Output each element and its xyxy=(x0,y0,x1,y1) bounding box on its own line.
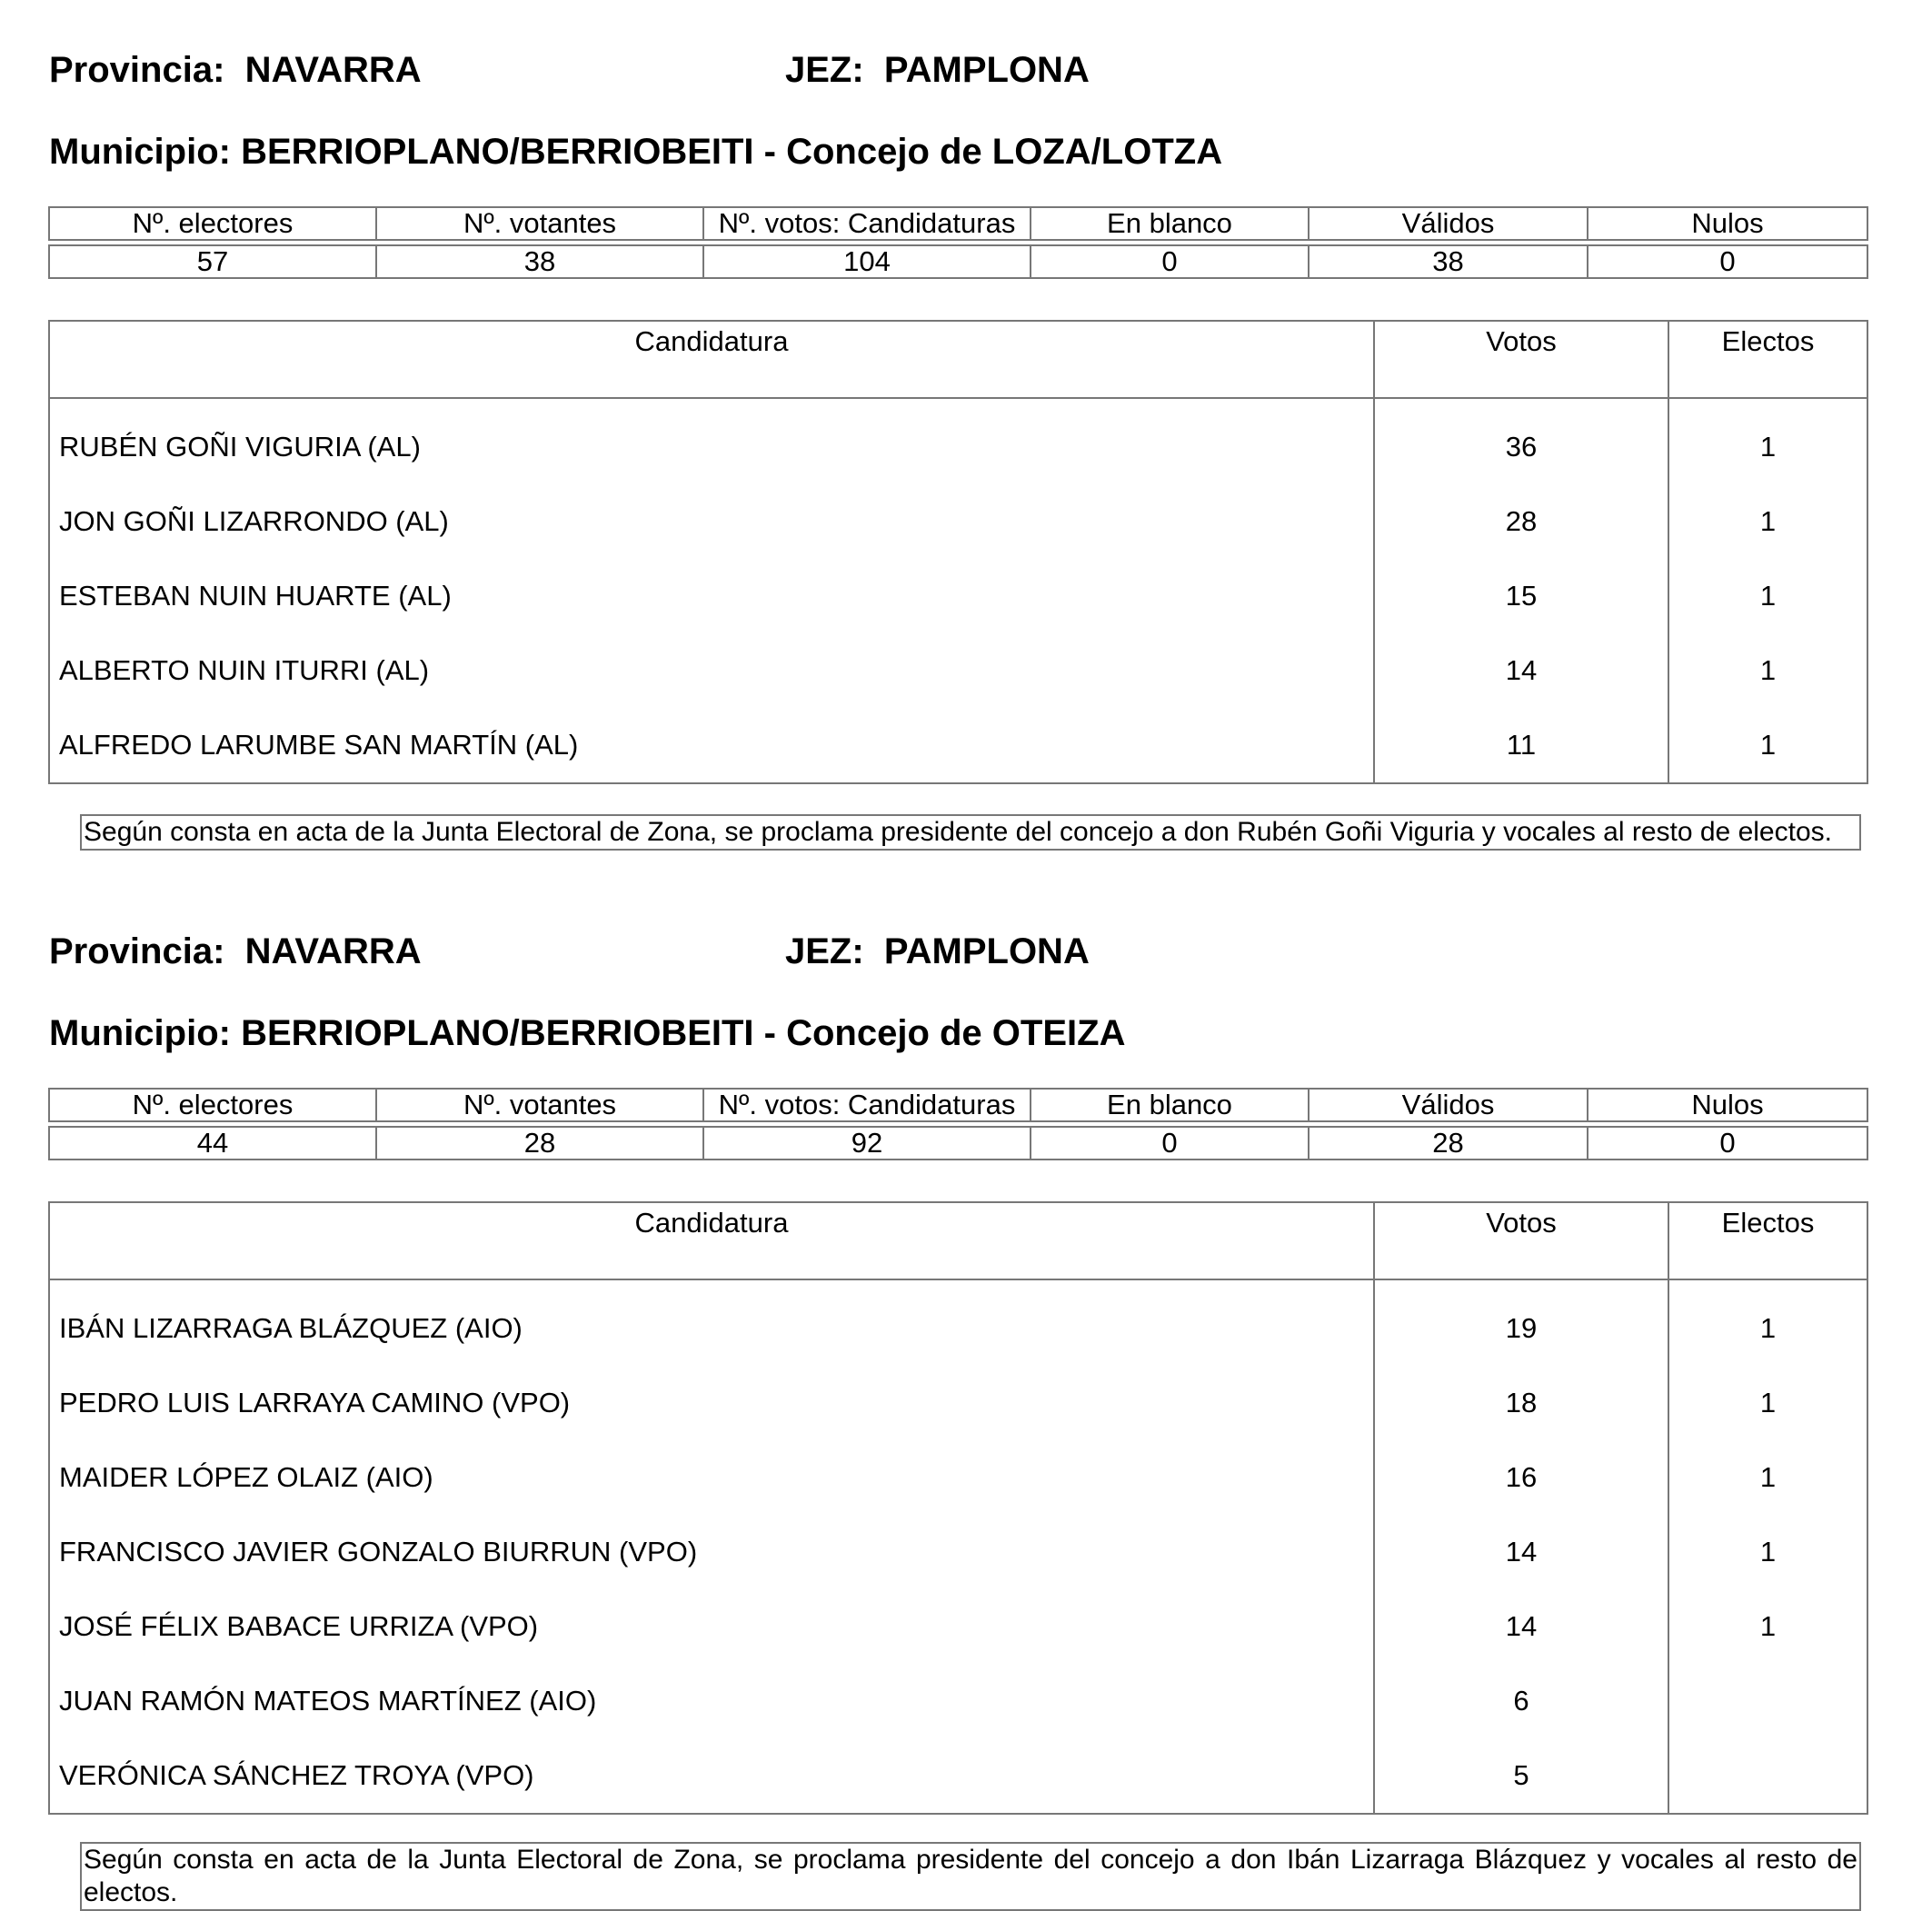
votos-header: Votos xyxy=(1374,321,1668,398)
jez-heading: JEZ: PAMPLONA xyxy=(785,931,1090,971)
municipio-heading: Municipio: BERRIOPLANO/BERRIOBEITI - Concejo de OTEIZA xyxy=(49,1013,1126,1053)
candidate-electos xyxy=(1668,1664,1867,1738)
provincia-heading: Provincia: NAVARRA xyxy=(49,931,422,971)
stats-value-cell: 38 xyxy=(1309,245,1588,278)
stats-values-row xyxy=(49,1127,1867,1160)
candidate-electos: 1 xyxy=(1668,633,1867,708)
electos-header: Electos xyxy=(1668,1202,1867,1279)
stats-values-table xyxy=(48,244,1868,279)
stats-value-cell: 28 xyxy=(376,1127,703,1160)
stats-header-cell: Nº. votantes xyxy=(376,1089,703,1121)
candidate-electos: 1 xyxy=(1668,398,1867,484)
municipio-heading: Municipio: BERRIOPLANO/BERRIOBEITI - Concejo de LOZA/LOTZA xyxy=(49,132,1223,172)
stats-value-cell: 57 xyxy=(49,245,376,278)
candidate-votos: 28 xyxy=(1374,484,1668,559)
votos-header: Votos xyxy=(1374,1202,1668,1279)
proclamation-note: Según consta en acta de la Junta Electoral de Zona, se proclama presidente del concejo a don Ibán Lizarraga Blázquez y vocales al resto de electos. xyxy=(80,1842,1861,1911)
candidate-votos: 15 xyxy=(1374,559,1668,633)
candidate-electos: 1 xyxy=(1668,484,1867,559)
candidatura-header: Candidatura xyxy=(49,1202,1374,1279)
stats-header-row xyxy=(49,207,1867,240)
stats-header-cell: Nº. electores xyxy=(49,207,376,240)
table-row xyxy=(49,1515,1867,1589)
stats-header-table xyxy=(48,1088,1868,1122)
stats-value-cell: 0 xyxy=(1031,245,1309,278)
table-row xyxy=(49,708,1867,783)
stats-value-cell: 0 xyxy=(1588,1127,1867,1160)
candidates-table xyxy=(48,1201,1868,1815)
stats-header-cell: Válidos xyxy=(1309,207,1588,240)
stats-value-cell: 104 xyxy=(703,245,1031,278)
jez-heading: JEZ: PAMPLONA xyxy=(785,50,1090,90)
stats-values-table xyxy=(48,1126,1868,1160)
electos-header: Electos xyxy=(1668,321,1867,398)
stats-header-cell: Válidos xyxy=(1309,1089,1588,1121)
proclamation-note: Según consta en acta de la Junta Electoral de Zona, se proclama presidente del concejo a don Rubén Goñi Viguria y vocales al resto de electos. xyxy=(80,814,1861,851)
table-row xyxy=(49,1366,1867,1440)
stats-header-cell: Nulos xyxy=(1588,1089,1867,1121)
candidate-name: ALFREDO LARUMBE SAN MARTÍN (AL) xyxy=(49,708,1374,783)
candidates-header-row xyxy=(49,321,1867,398)
stats-header-cell: Nulos xyxy=(1588,207,1867,240)
candidate-votos: 16 xyxy=(1374,1440,1668,1515)
candidate-name: FRANCISCO JAVIER GONZALO BIURRUN (VPO) xyxy=(49,1515,1374,1589)
candidate-votos: 6 xyxy=(1374,1664,1668,1738)
candidate-electos: 1 xyxy=(1668,708,1867,783)
stats-header-cell: En blanco xyxy=(1031,1089,1309,1121)
stats-header-cell: Nº. votos: Candidaturas xyxy=(703,207,1031,240)
candidate-name: RUBÉN GOÑI VIGURIA (AL) xyxy=(49,398,1374,484)
table-row xyxy=(49,633,1867,708)
concejo-section-oteiza xyxy=(0,881,1932,1907)
concejo-section-loza xyxy=(0,0,1932,909)
candidate-votos: 14 xyxy=(1374,1589,1668,1664)
table-row xyxy=(49,1440,1867,1515)
candidate-name: IBÁN LIZARRAGA BLÁZQUEZ (AIO) xyxy=(49,1279,1374,1366)
candidate-name: ALBERTO NUIN ITURRI (AL) xyxy=(49,633,1374,708)
stats-header-cell: Nº. votos: Candidaturas xyxy=(703,1089,1031,1121)
stats-value-cell: 28 xyxy=(1309,1127,1588,1160)
table-row xyxy=(49,1664,1867,1738)
candidate-name: ESTEBAN NUIN HUARTE (AL) xyxy=(49,559,1374,633)
candidate-electos: 1 xyxy=(1668,1366,1867,1440)
table-row xyxy=(49,1279,1867,1366)
candidate-name: VERÓNICA SÁNCHEZ TROYA (VPO) xyxy=(49,1738,1374,1814)
stats-values-row xyxy=(49,245,1867,278)
provincia-heading: Provincia: NAVARRA xyxy=(49,50,422,90)
candidate-name: JON GOÑI LIZARRONDO (AL) xyxy=(49,484,1374,559)
stats-header-table xyxy=(48,206,1868,241)
candidates-table xyxy=(48,320,1868,784)
table-row xyxy=(49,559,1867,633)
candidatura-header: Candidatura xyxy=(49,321,1374,398)
candidate-electos: 1 xyxy=(1668,1515,1867,1589)
stats-value-cell: 0 xyxy=(1031,1127,1309,1160)
stats-header-cell: Nº. votantes xyxy=(376,207,703,240)
candidates-header-row xyxy=(49,1202,1867,1279)
candidate-electos: 1 xyxy=(1668,1279,1867,1366)
stats-value-cell: 38 xyxy=(376,245,703,278)
candidate-electos xyxy=(1668,1738,1867,1814)
candidate-name: MAIDER LÓPEZ OLAIZ (AIO) xyxy=(49,1440,1374,1515)
stats-header-cell: En blanco xyxy=(1031,207,1309,240)
table-row xyxy=(49,398,1867,484)
stats-header-cell: Nº. electores xyxy=(49,1089,376,1121)
candidate-votos: 5 xyxy=(1374,1738,1668,1814)
candidate-electos: 1 xyxy=(1668,559,1867,633)
candidate-name: JUAN RAMÓN MATEOS MARTÍNEZ (AIO) xyxy=(49,1664,1374,1738)
stats-value-cell: 44 xyxy=(49,1127,376,1160)
candidate-votos: 36 xyxy=(1374,398,1668,484)
candidate-electos: 1 xyxy=(1668,1440,1867,1515)
candidate-name: JOSÉ FÉLIX BABACE URRIZA (VPO) xyxy=(49,1589,1374,1664)
table-row xyxy=(49,484,1867,559)
candidate-votos: 18 xyxy=(1374,1366,1668,1440)
table-row xyxy=(49,1589,1867,1664)
candidate-votos: 14 xyxy=(1374,1515,1668,1589)
candidate-electos: 1 xyxy=(1668,1589,1867,1664)
stats-value-cell: 0 xyxy=(1588,245,1867,278)
candidate-name: PEDRO LUIS LARRAYA CAMINO (VPO) xyxy=(49,1366,1374,1440)
stats-value-cell: 92 xyxy=(703,1127,1031,1160)
table-row xyxy=(49,1738,1867,1814)
candidate-votos: 14 xyxy=(1374,633,1668,708)
candidate-votos: 19 xyxy=(1374,1279,1668,1366)
candidate-votos: 11 xyxy=(1374,708,1668,783)
stats-header-row xyxy=(49,1089,1867,1121)
